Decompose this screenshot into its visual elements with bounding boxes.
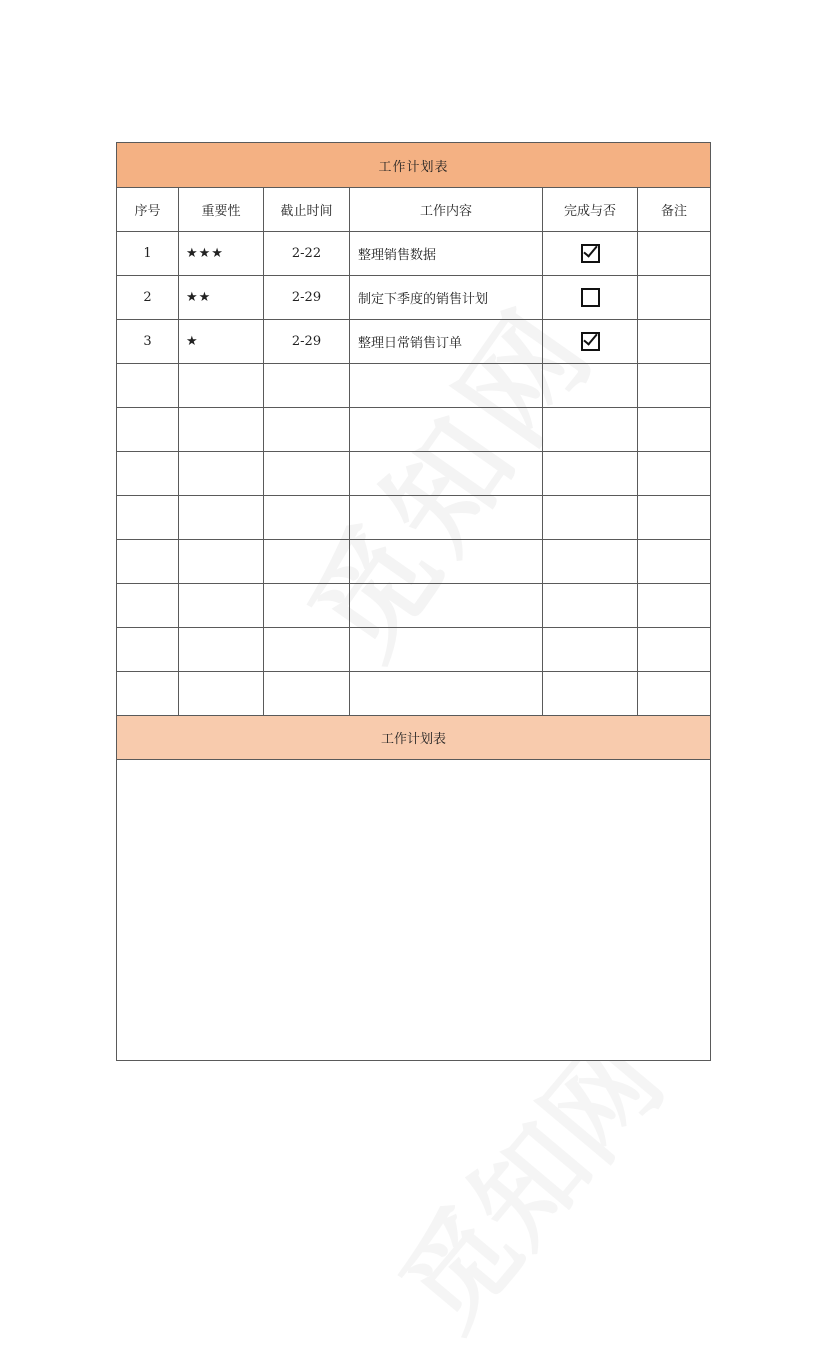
importance-stars-icon: ★★★	[179, 232, 264, 276]
column-header-index: 序号	[117, 188, 179, 232]
work-plan-table	[116, 142, 711, 1061]
empty-cell[interactable]	[543, 496, 638, 540]
empty-cell[interactable]	[179, 452, 264, 496]
row-deadline[interactable]: 2-22	[264, 232, 350, 276]
row-index[interactable]: 1	[117, 232, 179, 276]
row-content[interactable]: 制定下季度的销售计划	[350, 276, 543, 320]
empty-cell[interactable]	[179, 584, 264, 628]
empty-cell[interactable]	[117, 452, 179, 496]
empty-cell[interactable]	[350, 364, 543, 408]
column-header-notes: 备注	[638, 188, 711, 232]
checkbox-checked-icon[interactable]	[581, 332, 600, 351]
empty-cell[interactable]	[117, 540, 179, 584]
work-plan-sheet	[116, 142, 710, 1061]
empty-cell[interactable]	[350, 452, 543, 496]
empty-cell[interactable]	[543, 364, 638, 408]
row-note[interactable]	[638, 276, 711, 320]
column-header-importance: 重要性	[179, 188, 264, 232]
empty-cell[interactable]	[179, 364, 264, 408]
empty-cell[interactable]	[638, 584, 711, 628]
empty-cell[interactable]	[264, 584, 350, 628]
empty-cell[interactable]	[543, 584, 638, 628]
row-content[interactable]: 整理日常销售订单	[350, 320, 543, 364]
empty-cell[interactable]	[638, 628, 711, 672]
empty-cell[interactable]	[638, 672, 711, 716]
notes-area[interactable]	[117, 760, 711, 1061]
row-note[interactable]	[638, 232, 711, 276]
row-index[interactable]: 2	[117, 276, 179, 320]
empty-table-row	[117, 584, 711, 628]
row-content[interactable]: 整理销售数据	[350, 232, 543, 276]
column-header-deadline: 截止时间	[264, 188, 350, 232]
row-note[interactable]	[638, 320, 711, 364]
empty-cell[interactable]	[179, 628, 264, 672]
table-row	[117, 276, 711, 320]
row-deadline[interactable]: 2-29	[264, 320, 350, 364]
empty-cell[interactable]	[117, 584, 179, 628]
empty-cell[interactable]	[179, 408, 264, 452]
section-title: 工作计划表	[117, 716, 711, 760]
empty-cell[interactable]	[179, 496, 264, 540]
empty-cell[interactable]	[264, 628, 350, 672]
empty-cell[interactable]	[350, 408, 543, 452]
empty-cell[interactable]	[117, 496, 179, 540]
empty-cell[interactable]	[350, 672, 543, 716]
empty-cell[interactable]	[638, 496, 711, 540]
empty-cell[interactable]	[350, 584, 543, 628]
empty-cell[interactable]	[638, 408, 711, 452]
empty-cell[interactable]	[543, 408, 638, 452]
empty-table-row	[117, 672, 711, 716]
empty-cell[interactable]	[117, 364, 179, 408]
empty-cell[interactable]	[638, 452, 711, 496]
empty-cell[interactable]	[638, 540, 711, 584]
table-row	[117, 232, 711, 276]
empty-cell[interactable]	[117, 408, 179, 452]
empty-cell[interactable]	[638, 364, 711, 408]
table-title: 工作计划表	[117, 143, 711, 188]
empty-cell[interactable]	[350, 628, 543, 672]
row-done-cell[interactable]	[543, 320, 638, 364]
empty-table-row	[117, 452, 711, 496]
empty-table-row	[117, 540, 711, 584]
empty-cell[interactable]	[117, 628, 179, 672]
empty-cell[interactable]	[264, 452, 350, 496]
column-header-content: 工作内容	[350, 188, 543, 232]
empty-cell[interactable]	[264, 496, 350, 540]
empty-cell[interactable]	[179, 540, 264, 584]
table-row	[117, 320, 711, 364]
empty-cell[interactable]	[264, 364, 350, 408]
importance-stars-icon: ★★	[179, 276, 264, 320]
empty-cell[interactable]	[264, 672, 350, 716]
empty-table-row	[117, 628, 711, 672]
checkbox-checked-icon[interactable]	[581, 244, 600, 263]
empty-cell[interactable]	[350, 496, 543, 540]
empty-cell[interactable]	[543, 452, 638, 496]
empty-cell[interactable]	[264, 540, 350, 584]
row-done-cell[interactable]	[543, 232, 638, 276]
header-row	[117, 188, 711, 232]
empty-cell[interactable]	[350, 540, 543, 584]
column-header-done: 完成与否	[543, 188, 638, 232]
empty-cell[interactable]	[117, 672, 179, 716]
empty-table-row	[117, 496, 711, 540]
empty-cell[interactable]	[543, 628, 638, 672]
checkbox-unchecked-icon[interactable]	[581, 288, 600, 307]
empty-cell[interactable]	[543, 540, 638, 584]
row-index[interactable]: 3	[117, 320, 179, 364]
empty-table-row	[117, 364, 711, 408]
empty-cell[interactable]	[179, 672, 264, 716]
empty-table-row	[117, 408, 711, 452]
importance-stars-icon: ★	[179, 320, 264, 364]
row-done-cell[interactable]	[543, 276, 638, 320]
row-deadline[interactable]: 2-29	[264, 276, 350, 320]
empty-cell[interactable]	[543, 672, 638, 716]
empty-cell[interactable]	[264, 408, 350, 452]
